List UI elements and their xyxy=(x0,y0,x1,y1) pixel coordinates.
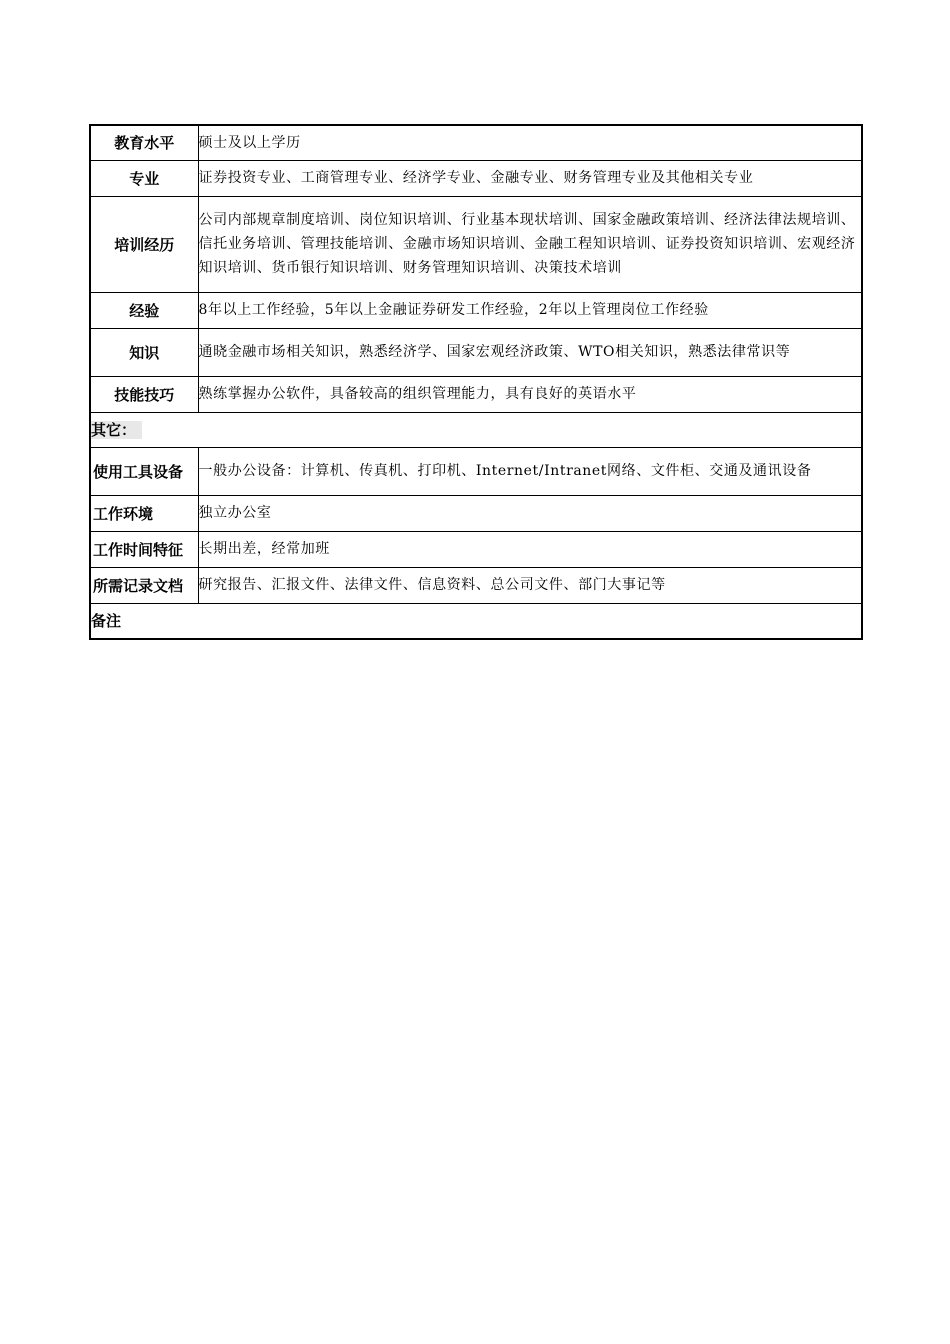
row-skills xyxy=(90,376,862,412)
value-work-time: 长期出差，经常加班 xyxy=(198,531,862,567)
value-education: 硕士及以上学历 xyxy=(198,125,862,160)
label-skills: 技能技巧 xyxy=(90,376,198,412)
value-knowledge: 通晓金融市场相关知识，熟悉经济学、国家宏观经济政策、WTO相关知识，熟悉法律常识等 xyxy=(198,328,862,376)
row-training xyxy=(90,196,862,292)
label-knowledge: 知识 xyxy=(90,328,198,376)
job-description-document xyxy=(89,124,861,640)
label-documents: 所需记录文档 xyxy=(90,567,198,603)
row-other-section xyxy=(90,412,862,447)
job-requirements-table xyxy=(89,124,863,640)
remarks-title: 备注 xyxy=(90,603,862,639)
label-tools: 使用工具设备 xyxy=(90,447,198,495)
value-major: 证券投资专业、工商管理专业、经济学专业、金融专业、财务管理专业及其他相关专业 xyxy=(198,160,862,196)
label-major: 专业 xyxy=(90,160,198,196)
row-environment xyxy=(90,495,862,531)
row-experience xyxy=(90,292,862,328)
row-remarks xyxy=(90,603,862,639)
value-environment: 独立办公室 xyxy=(198,495,862,531)
label-experience: 经验 xyxy=(90,292,198,328)
other-section-title: 其它： xyxy=(91,421,142,439)
row-education xyxy=(90,125,862,160)
value-experience: 8年以上工作经验，5年以上金融证券研发工作经验，2年以上管理岗位工作经验 xyxy=(198,292,862,328)
label-environment: 工作环境 xyxy=(90,495,198,531)
value-skills: 熟练掌握办公软件，具备较高的组织管理能力，具有良好的英语水平 xyxy=(198,376,862,412)
label-education: 教育水平 xyxy=(90,125,198,160)
value-documents: 研究报告、汇报文件、法律文件、信息资料、总公司文件、部门大事记等 xyxy=(198,567,862,603)
row-tools xyxy=(90,447,862,495)
row-documents xyxy=(90,567,862,603)
value-training: 公司内部规章制度培训、岗位知识培训、行业基本现状培训、国家金融政策培训、经济法律法规培训、信托业务培训、管理技能培训、金融市场知识培训、金融工程知识培训、证券投资知识培训、宏观经济知识培训、货币银行知识培训、财务管理知识培训、决策技术培训 xyxy=(198,196,862,292)
label-work-time: 工作时间特征 xyxy=(90,531,198,567)
row-major xyxy=(90,160,862,196)
label-training: 培训经历 xyxy=(90,196,198,292)
row-work-time xyxy=(90,531,862,567)
value-tools: 一般办公设备：计算机、传真机、打印机、Internet/Intranet网络、文件柜、交通及通讯设备 xyxy=(198,447,862,495)
row-knowledge xyxy=(90,328,862,376)
